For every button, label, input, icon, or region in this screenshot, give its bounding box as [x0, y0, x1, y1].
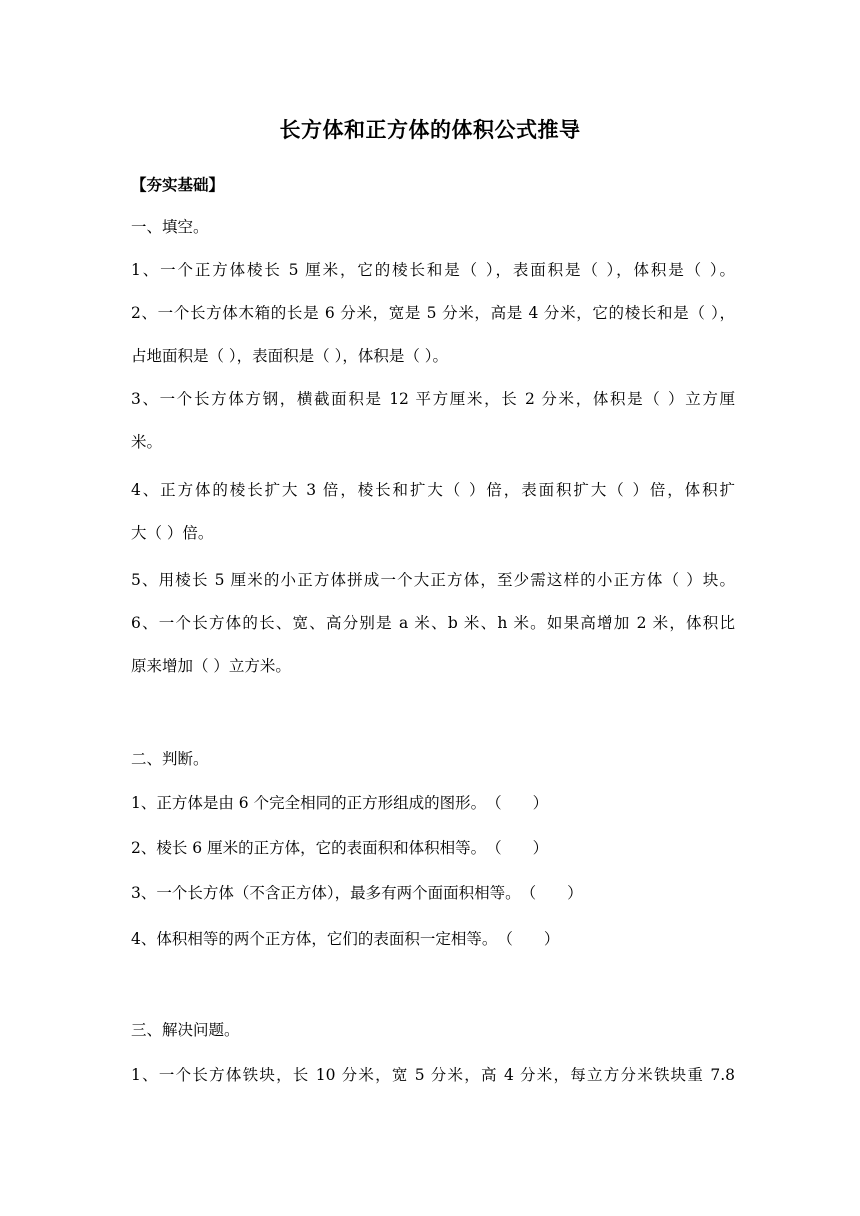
document-title: 长方体和正方体的体积公式推导: [279, 118, 581, 142]
part3-heading: 三、解决问题。: [131, 1021, 240, 1039]
fill-blank-question-1: 1、一个正方体棱长 5 厘米，它的棱长和是（ ），表面积是（ ），体积是（ ）。: [131, 261, 735, 279]
fill-blank-question-4-line-1: 4、正方体的棱长扩大 3 倍，棱长和扩大（ ）倍，表面积扩大（ ）倍，体积扩: [131, 481, 735, 499]
word-problem-1-line-1: 1、一个长方体铁块，长 10 分米，宽 5 分米，高 4 分米，每立方分米铁块重 7.8: [131, 1066, 735, 1084]
fill-blank-question-6-line-2: 原来增加（ ）立方米。: [131, 657, 291, 675]
section-label: 【夯实基础】: [131, 176, 225, 194]
true-false-question-2: 2、棱长 6 厘米的正方体，它的表面积和体积相等。 （ ）: [131, 839, 549, 857]
true-false-question-4: 4、体积相等的两个正方体，它们的表面积一定相等。 （ ）: [131, 930, 560, 948]
part1-heading: 一、填空。: [131, 218, 209, 236]
fill-blank-question-4-line-2: 大（ ）倍。: [131, 524, 214, 542]
part2-heading: 二、判断。: [131, 750, 209, 768]
fill-blank-question-6-line-1: 6、一个长方体的长、宽、高分别是 a 米、b 米、h 米。如果高增加 2 米，体积比: [131, 614, 735, 632]
fill-blank-question-2-line-1: 2、一个长方体木箱的长是 6 分米，宽是 5 分米，高是 4 分米，它的棱长和是（ ），: [131, 304, 735, 322]
true-false-question-1: 1、正方体是由 6 个完全相同的正方形组成的图形。 （ ）: [131, 794, 549, 812]
true-false-question-3: 3、一个长方体（不含正方体），最多有两个面面积相等。 （ ）: [131, 884, 583, 902]
fill-blank-question-5: 5、用棱长 5 厘米的小正方体拼成一个大正方体，至少需这样的小正方体（ ）块。: [131, 571, 735, 589]
fill-blank-question-3-line-1: 3、一个长方体方钢，横截面积是 12 平方厘米，长 2 分米，体积是（ ）立方厘: [131, 390, 735, 408]
fill-blank-question-3-line-2: 米。: [131, 433, 163, 451]
fill-blank-question-2-line-2: 占地面积是（ ），表面积是（ ），体积是（ ）。: [131, 347, 449, 365]
